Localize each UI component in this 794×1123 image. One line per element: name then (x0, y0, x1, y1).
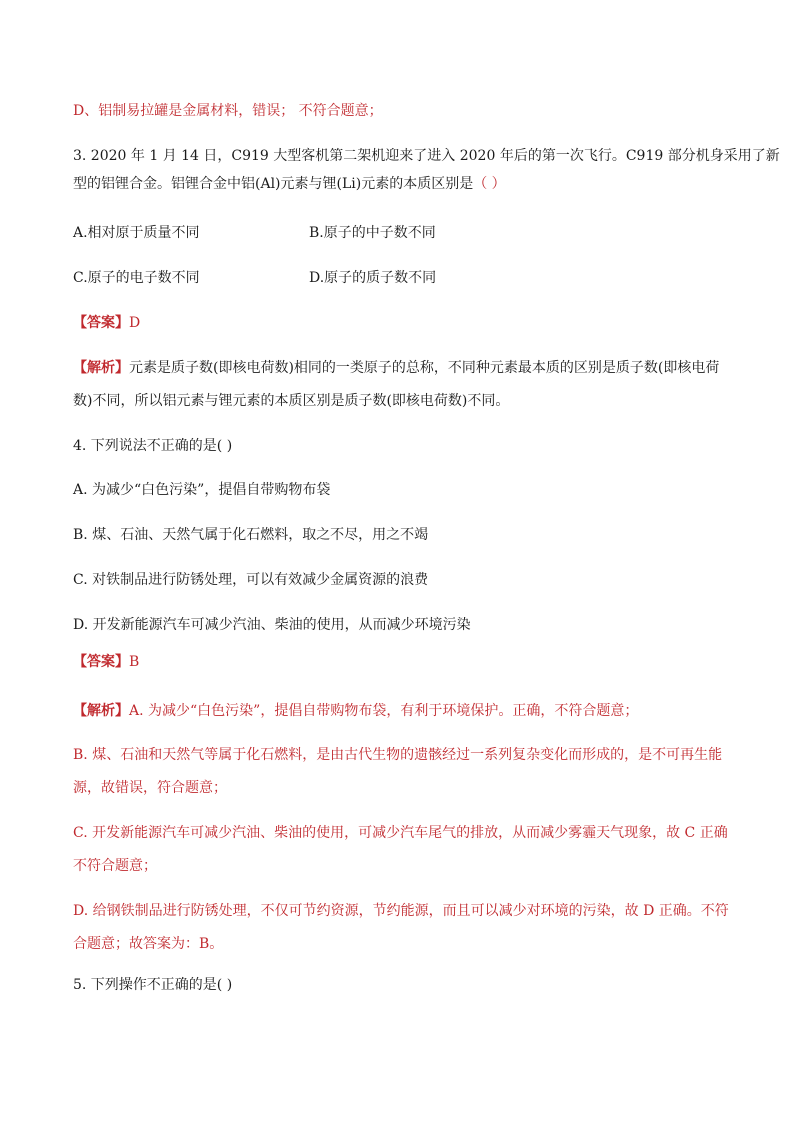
q4-analysis-b-line2: 源，故错误，符合题意； (73, 780, 227, 796)
q4-analysis-c-line1: C. 开发新能源汽车可减少汽油、柴油的使用，可减少汽车尾气的排放，从而减少雾霾天气现象，故 C 正确 (73, 825, 728, 841)
q3-analysis-label: 【解析】 (73, 360, 129, 376)
q3-answer-label: 【答案】 (73, 315, 129, 331)
q4-analysis-a (73, 701, 638, 721)
q4-analysis-d-line1: D. 给钢铁制品进行防锈处理，不仅可节约资源，节约能源，而且可以减少对环境的污染，故 D 正确。不符 (73, 903, 729, 919)
q4-analysis-c-line2: 不符合题意； (73, 858, 157, 874)
q4-answer-label: 【答案】 (73, 654, 129, 670)
q3-answer-paren: （ ） (473, 176, 506, 192)
q4-analysis-b-line1: B. 煤、石油和天然气等属于化石燃料，是由古代生物的遗骸经过一系列复杂变化而形成的，是不可再生能 (73, 747, 723, 763)
q4-option-a: A. 为减少“白色污染”，提倡自带购物布袋 (73, 482, 331, 498)
q4-answer-value: B (129, 654, 140, 670)
q4-answer (73, 652, 139, 672)
q4-analysis-label: 【解析】 (73, 703, 129, 719)
q5-stem: 5. 下列操作不正确的是( ) (73, 977, 233, 993)
q3-option-b: B.原子的中子数不同 (309, 225, 436, 241)
q3-stem-line2-text: 型的铝锂合金。铝锂合金中铝(Al)元素与锂(Li)元素的本质区别是 (73, 176, 474, 192)
q4-stem: 4. 下列说法不正确的是( ) (73, 438, 233, 454)
q4-option-d: D. 开发新能源汽车可减少汽油、柴油的使用，从而减少环境污染 (73, 617, 471, 633)
q3-answer (73, 313, 140, 333)
q3-analysis-line1 (73, 358, 719, 378)
q3-analysis-line2: 数)不同，所以铝元素与锂元素的本质区别是质子数(即核电荷数)不同。 (73, 393, 510, 409)
q3-option-d: D.原子的质子数不同 (309, 270, 437, 286)
q3-answer-value: D (129, 315, 141, 331)
q2-option-d-explanation: D、铝制易拉罐是金属材料，错误； 不符合题意； (73, 103, 383, 119)
q4-analysis-a-text: A. 为减少“白色污染”，提倡自带购物布袋，有利于环境保护。正确，不符合题意； (129, 703, 639, 719)
q3-option-a: A.相对原于质量不同 (73, 225, 200, 241)
q3-analysis-text1: 元素是质子数(即核电荷数)相同的一类原子的总称，不同种元素最本质的区别是质子数(即核电荷 (129, 360, 720, 376)
q3-stem-line2 (73, 174, 506, 194)
q4-option-b: B. 煤、石油、天然气属于化石燃料，取之不尽，用之不竭 (73, 527, 429, 543)
q4-option-c: C. 对铁制品进行防锈处理，可以有效减少金属资源的浪费 (73, 572, 429, 588)
q4-analysis-d-line2: 合题意；故答案为：B。 (73, 936, 224, 952)
q3-option-c: C.原子的电子数不同 (73, 270, 200, 286)
q3-stem-line1: 3. 2020 年 1 月 14 日，C919 大型客机第二架机迎来了进入 2020 年后的第一次飞行。C919 部分机身采用了新 (73, 148, 780, 164)
